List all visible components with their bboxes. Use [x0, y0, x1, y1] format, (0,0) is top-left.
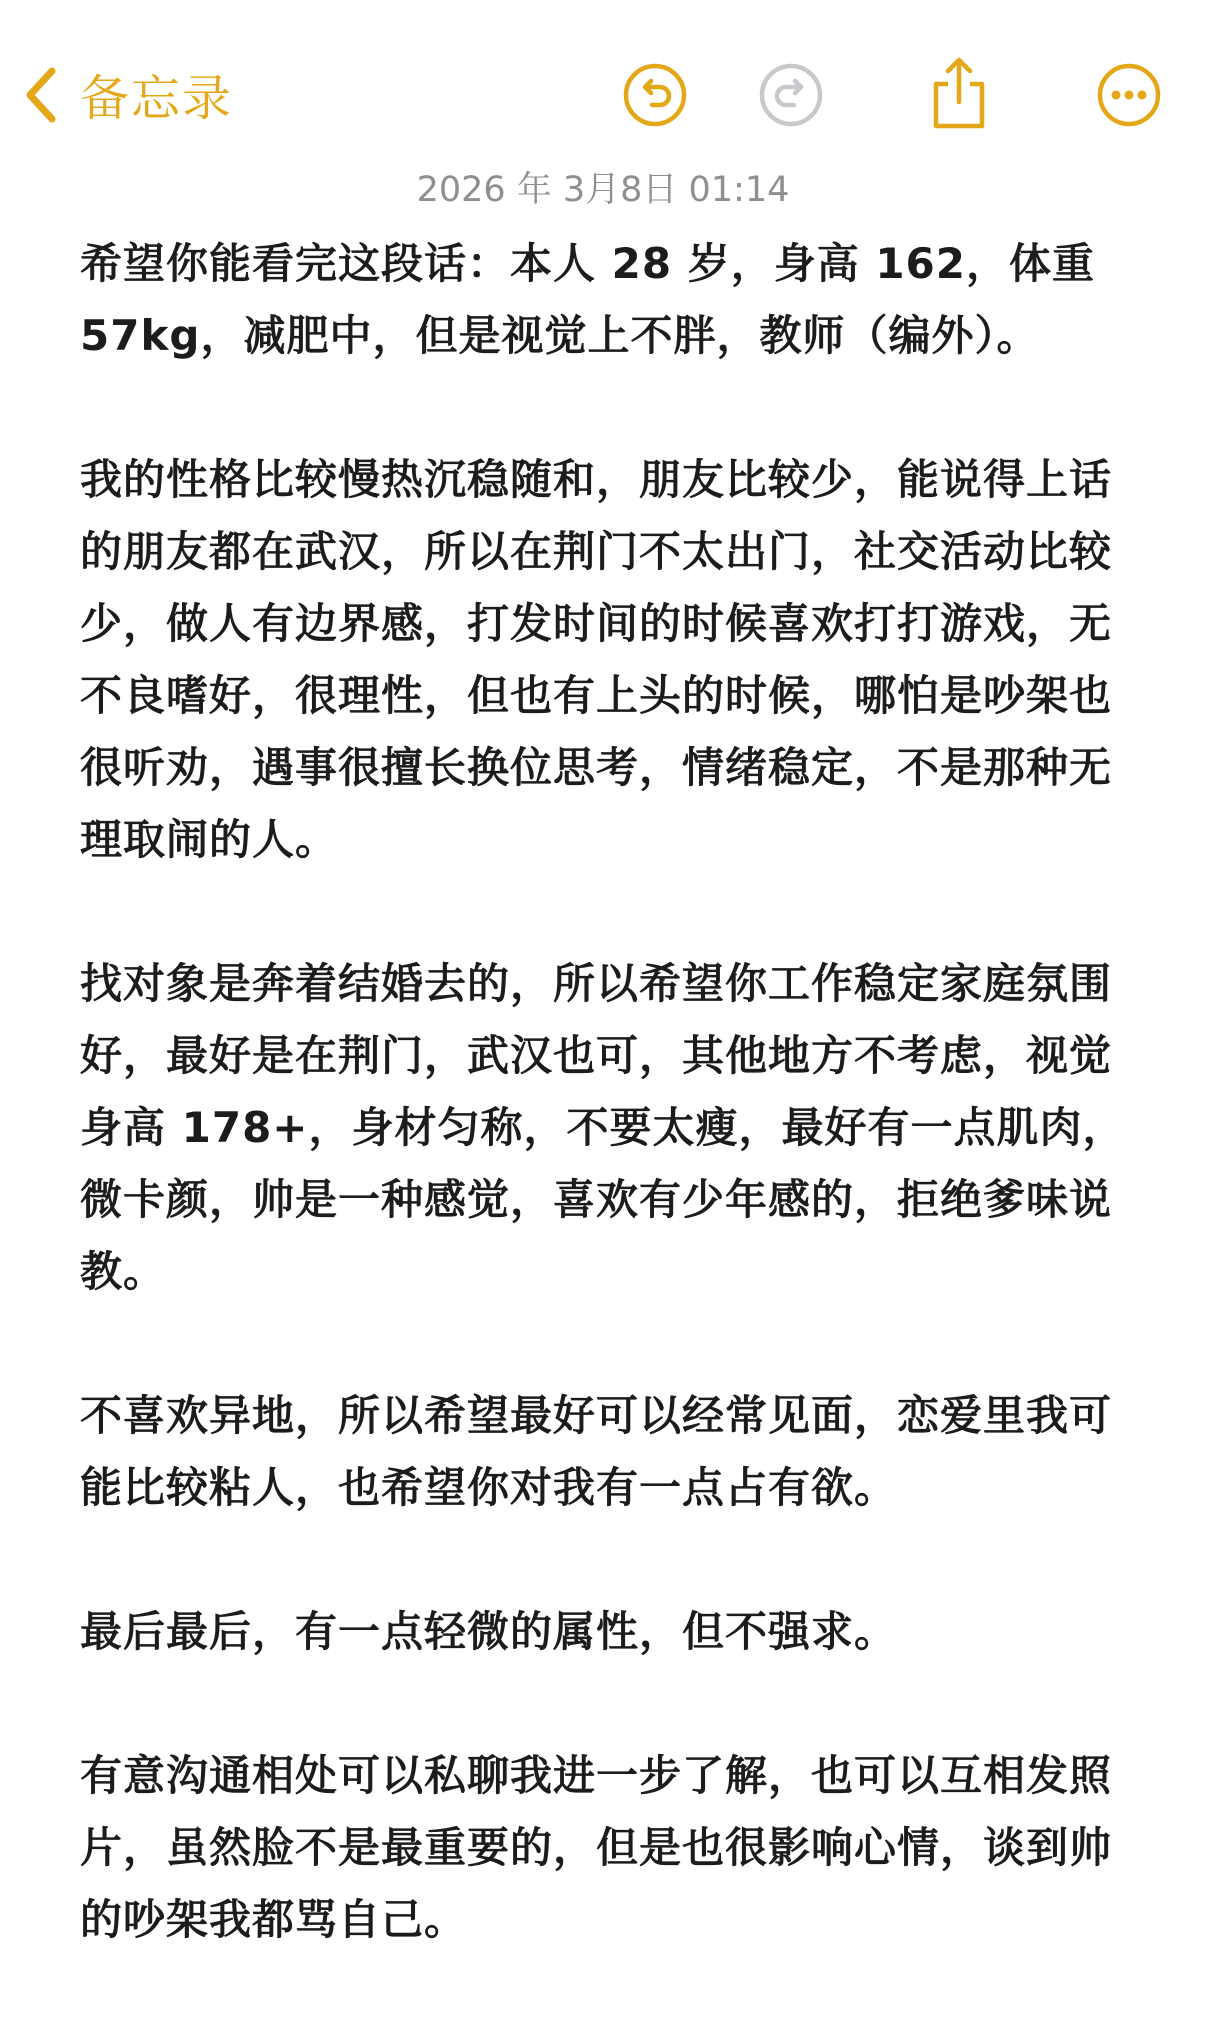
- note-paragraph: 我的性格比较慢热沉稳随和，朋友比较少，能说得上话的朋友都在武汉，所以在荆门不太出门，社交活动比较少，做人有边界感，打发时间的时候喜欢打打游戏，无不良嗜好，很理性，但也有上头的时候，哪怕是吵架也很听劝，遇事很擅长换位思考，情绪稳定，不是那种无理取闹的人。: [80, 455, 1113, 864]
- share-icon: [928, 56, 990, 132]
- back-button[interactable]: [24, 60, 233, 130]
- note-paragraph: 有意沟通相处可以私聊我进一步了解，也可以互相发照片，虽然脸不是最重要的，但是也很影响心情，谈到帅的吵架我都骂自己。: [80, 1751, 1113, 1944]
- note-body[interactable]: [80, 228, 1128, 1956]
- more-icon: [1096, 62, 1162, 128]
- note-paragraph: 不喜欢异地，所以希望最好可以经常见面，恋爱里我可能比较粘人，也希望你对我有一点占有欲。: [80, 1391, 1113, 1512]
- chevron-left-icon: [24, 67, 58, 123]
- undo-icon: [622, 62, 688, 128]
- navigation-bar: [0, 0, 1206, 170]
- redo-icon: [758, 62, 824, 128]
- note-timestamp: 2026 年 3月8日 01:14: [416, 170, 790, 210]
- note-paragraph: 找对象是奔着结婚去的，所以希望你工作稳定家庭氛围好，最好是在荆门，武汉也可，其他地方不考虑，视觉身高 178+，身材匀称，不要太瘦，最好有一点肌肉，微卡颜，帅是一种感觉，喜欢有少年感的，拒绝爹味说教。: [80, 959, 1126, 1296]
- share-button[interactable]: [924, 56, 994, 132]
- note-paragraph: 希望你能看完这段话：本人 28 岁，身高 162，体重 57kg，减肥中，但是视觉上不胖，教师（编外）。: [80, 239, 1095, 360]
- redo-button[interactable]: [756, 60, 826, 130]
- back-label: 备忘录: [80, 70, 234, 127]
- note-paragraph: 最后最后，有一点轻微的属性，但不强求。: [80, 1607, 898, 1656]
- more-button[interactable]: [1094, 60, 1164, 130]
- undo-button[interactable]: [620, 60, 690, 130]
